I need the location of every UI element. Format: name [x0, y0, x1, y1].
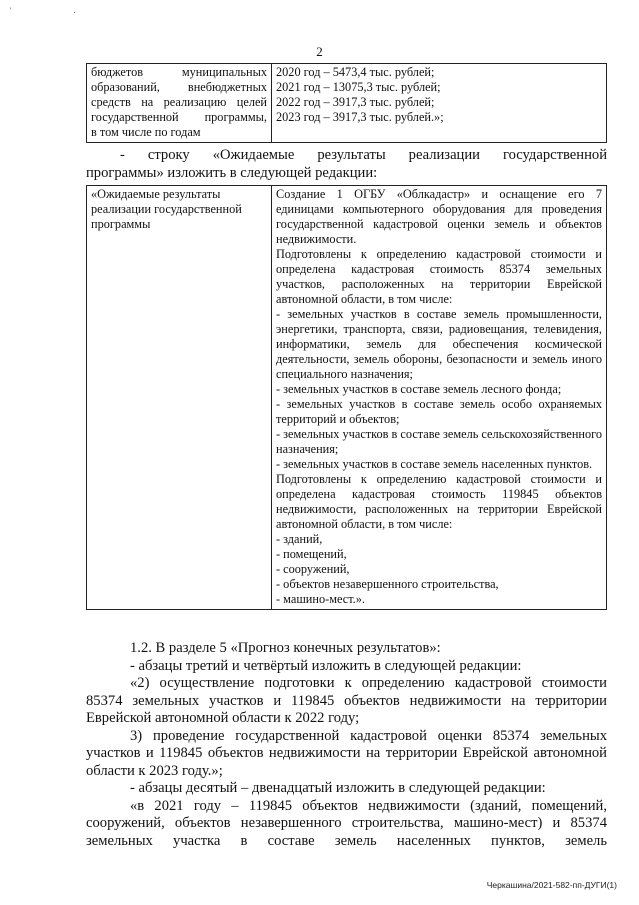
year-line: 2022 год – 3917,3 тыс. рублей;	[276, 95, 435, 109]
text-line: государственной программы,	[91, 110, 267, 124]
results-list-item: - сооружений,	[276, 562, 350, 576]
table-row	[87, 64, 607, 143]
section-body	[86, 640, 607, 850]
year-line: 2020 год – 5473,4 тыс. рублей;	[276, 65, 435, 79]
text-line: бюджетов муниципальных	[91, 65, 267, 79]
results-paragraph: - земельных участков в составе земель лесного фонда;	[276, 382, 562, 396]
results-paragraph: Подготовлены к определению кадастровой стоимости и определена кадастровая стоимость 85374 земельных участков, расположенных на территории Еврейской автономной области, в том числе:	[276, 247, 602, 306]
intro-instruction	[86, 147, 607, 182]
body-paragraph: «в 2021 году – 119845 объектов недвижимости (зданий, помещений, сооружений, объектов незавершенного строительства, машино-мест) и 85374 земельных участка в составе земель населенных пунктов, земель	[86, 797, 607, 849]
funding-label-cell	[87, 64, 272, 143]
results-paragraph: - земельных участков в составе земель промышленности, энергетики, транспорта, связи, радиовещания, телевидения, информатики, земель для обеспечения космической деятельности, земель обороны, безопасности и земель иного специального назначения;	[276, 307, 602, 381]
results-paragraph: - земельных участков в составе земель особо охраняемых территорий и объектов;	[276, 397, 602, 426]
body-paragraph: - абзацы третий и четвёртый изложить в следующей редакции:	[130, 657, 522, 674]
intro-line: программы» изложить в следующей редакции:	[86, 164, 378, 181]
results-list-item: - помещений,	[276, 547, 347, 561]
text-line: средств на реализацию целей	[91, 95, 267, 109]
funding-table	[86, 63, 607, 143]
scan-marks: ' .	[10, 6, 106, 15]
text-line: образований, внебюджетных	[91, 80, 267, 94]
results-paragraph: - земельных участков в составе земель сельскохозяйственного назначения;	[276, 427, 603, 456]
intro-line: - строку «Ожидаемые результаты реализации государственной	[120, 147, 607, 163]
results-paragraph: Создание 1 ОГБУ «Облкадастр» и оснащение его 7 единицами компьютерного оборудования для проведения государственной кадастровой оценки земель и объектов недвижимости.	[276, 187, 602, 246]
results-label: «Ожидаемые результаты реализации государственной программы	[91, 187, 242, 231]
body-paragraph: 3) проведение государственной кадастровой оценки 85374 земельных участков и 119845 объектов недвижимости на территории Еврейской автономной области к 2023 году.»;	[86, 727, 607, 779]
year-line: 2023 год – 3917,3 тыс. рублей.»;	[276, 110, 444, 124]
table-row	[87, 186, 607, 610]
results-list-item: - машино-мест.».	[276, 592, 365, 606]
results-label-cell	[87, 186, 272, 610]
results-paragraph: - земельных участков в составе земель населенных пунктов.	[276, 457, 593, 471]
results-list-item: - объектов незавершенного строительства,	[276, 577, 499, 591]
results-paragraph: Подготовлены к определению кадастровой стоимости и определена кадастровая стоимость 119845 объектов недвижимости, расположенных на территории Еврейской автономной области, в том числе:	[276, 472, 602, 531]
body-paragraph: «2) осуществление подготовки к определению кадастровой стоимости 85374 земельных участков и 119845 объектов недвижимости на территории Еврейской автономной области к 2022 году;	[86, 675, 607, 726]
page-number: 2	[316, 44, 323, 59]
expected-results-table	[86, 185, 607, 610]
funding-values-cell	[272, 64, 607, 143]
results-content-cell	[272, 186, 607, 610]
results-list-item: - зданий,	[276, 532, 323, 546]
year-line: 2021 год – 13075,3 тыс. рублей;	[276, 80, 441, 94]
text-line: в том числе по годам	[91, 125, 201, 139]
section-heading: 1.2. В разделе 5 «Прогноз конечных результатов»:	[130, 640, 441, 656]
document-footer: Черкашина/2021-582-пп-ДУГИ(1)	[486, 880, 617, 890]
body-paragraph: - абзацы десятый – двенадцатый изложить в следующей редакции:	[130, 780, 546, 796]
